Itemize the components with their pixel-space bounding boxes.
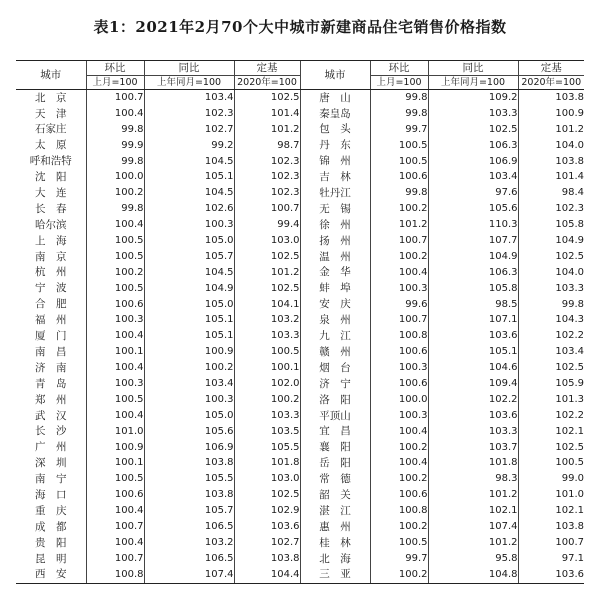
left-dingji-cell: 105.5: [234, 440, 300, 456]
table-row: [16, 471, 584, 487]
right-huanbi-cell: 100.5: [370, 535, 428, 551]
right-dingji-cell: 99.0: [518, 471, 584, 487]
right-city-cell: 无 锡: [300, 201, 370, 217]
left-city-cell: 宁 波: [35, 282, 67, 295]
header-tongbi-base-left: 上年同月=100: [144, 76, 234, 90]
left-tongbi-cell: 104.5: [144, 265, 234, 281]
right-huanbi-cell: 100.2: [370, 440, 428, 456]
right-tongbi-cell: 97.6: [428, 185, 518, 201]
right-city-cell: 宜 昌: [300, 424, 370, 440]
right-dingji-cell: 104.0: [518, 265, 584, 281]
left-dingji-cell: 101.4: [234, 106, 300, 122]
left-city-cell: 广 州: [35, 441, 67, 454]
right-huanbi-cell: 100.5: [370, 154, 428, 170]
right-huanbi-cell: 100.3: [370, 360, 428, 376]
left-city-cell: 厦 门: [35, 330, 67, 343]
header-tongbi-right: 同比: [428, 61, 518, 76]
left-huanbi-cell: 100.7: [86, 90, 144, 106]
right-dingji-cell: 100.9: [518, 106, 584, 122]
left-dingji-cell: 102.0: [234, 376, 300, 392]
left-city-cell: 南 宁: [35, 473, 67, 486]
left-tongbi-cell: 100.3: [144, 392, 234, 408]
left-city-cell: 郑 州: [35, 393, 67, 406]
table-row: [16, 122, 584, 138]
left-tongbi-cell: 107.4: [144, 567, 234, 583]
left-huanbi-cell: 100.4: [86, 106, 144, 122]
right-dingji-cell: 102.5: [518, 440, 584, 456]
right-huanbi-cell: 100.4: [370, 265, 428, 281]
right-tongbi-cell: 105.6: [428, 201, 518, 217]
left-dingji-cell: 103.3: [234, 328, 300, 344]
table-row: [16, 535, 584, 551]
right-huanbi-cell: 101.2: [370, 217, 428, 233]
right-city-cell: 丹 东: [300, 138, 370, 154]
right-huanbi-cell: 99.8: [370, 185, 428, 201]
right-city-cell: 蚌 埠: [300, 281, 370, 297]
right-dingji-cell: 99.8: [518, 297, 584, 313]
right-dingji-cell: 103.8: [518, 90, 584, 106]
table-title: 表1：2021年2月70个大中城市新建商品住宅销售价格指数: [93, 18, 507, 36]
right-tongbi-cell: 109.4: [428, 376, 518, 392]
left-tongbi-cell: 104.5: [144, 185, 234, 201]
table-row: [16, 265, 584, 281]
right-tongbi-cell: 106.3: [428, 138, 518, 154]
right-tongbi-cell: 103.6: [428, 408, 518, 424]
right-huanbi-cell: 100.7: [370, 233, 428, 249]
left-city-cell: 大 连: [35, 187, 67, 200]
left-tongbi-cell: 106.5: [144, 551, 234, 567]
left-tongbi-cell: 100.2: [144, 360, 234, 376]
right-tongbi-cell: 98.5: [428, 297, 518, 313]
left-huanbi-cell: 100.6: [86, 487, 144, 503]
left-city-cell: 上 海: [35, 234, 67, 247]
right-dingji-cell: 105.9: [518, 376, 584, 392]
left-tongbi-cell: 100.3: [144, 217, 234, 233]
right-tongbi-cell: 107.4: [428, 519, 518, 535]
right-huanbi-cell: 99.8: [370, 106, 428, 122]
left-dingji-cell: 102.7: [234, 535, 300, 551]
right-city-cell: 济 宁: [300, 376, 370, 392]
left-dingji-cell: 102.3: [234, 169, 300, 185]
left-dingji-cell: 102.5: [234, 249, 300, 265]
left-tongbi-cell: 105.1: [144, 328, 234, 344]
left-city-cell: 青 岛: [35, 377, 67, 390]
left-dingji-cell: 102.5: [234, 281, 300, 297]
right-dingji-cell: 101.2: [518, 122, 584, 138]
right-tongbi-cell: 101.2: [428, 535, 518, 551]
left-dingji-cell: 99.4: [234, 217, 300, 233]
left-city-cell: 福 州: [35, 314, 67, 327]
left-huanbi-cell: 100.5: [86, 471, 144, 487]
left-tongbi-cell: 105.0: [144, 297, 234, 313]
header-row-1: [16, 61, 584, 76]
table-row: [16, 233, 584, 249]
left-city-cell: 沈 阳: [35, 171, 67, 184]
right-city-cell: 扬 州: [300, 233, 370, 249]
right-tongbi-cell: 102.1: [428, 503, 518, 519]
table-row: [16, 567, 584, 583]
left-tongbi-cell: 102.7: [144, 122, 234, 138]
table-row: [16, 185, 584, 201]
right-dingji-cell: 103.8: [518, 154, 584, 170]
table-row: [16, 90, 584, 106]
right-tongbi-cell: 103.3: [428, 424, 518, 440]
left-dingji-cell: 102.9: [234, 503, 300, 519]
left-dingji-cell: 100.7: [234, 201, 300, 217]
left-huanbi-cell: 100.4: [86, 360, 144, 376]
left-dingji-cell: 103.0: [234, 471, 300, 487]
header-city-left: 城市: [16, 61, 86, 90]
right-tongbi-cell: 102.5: [428, 122, 518, 138]
left-huanbi-cell: 100.9: [86, 440, 144, 456]
right-city-cell: 北 海: [300, 551, 370, 567]
left-huanbi-cell: 100.6: [86, 297, 144, 313]
right-tongbi-cell: 103.6: [428, 328, 518, 344]
left-huanbi-cell: 100.4: [86, 535, 144, 551]
right-city-cell: 惠 州: [300, 519, 370, 535]
left-dingji-cell: 104.4: [234, 567, 300, 583]
right-dingji-cell: 102.1: [518, 424, 584, 440]
left-dingji-cell: 102.3: [234, 154, 300, 170]
table-row: [16, 551, 584, 567]
left-tongbi-cell: 105.6: [144, 424, 234, 440]
right-city-cell: 唐 山: [300, 90, 370, 106]
left-dingji-cell: 103.6: [234, 519, 300, 535]
left-huanbi-cell: 100.4: [86, 328, 144, 344]
left-city-cell: 成 都: [35, 520, 67, 533]
left-dingji-cell: 103.5: [234, 424, 300, 440]
header-dingji-left: 定基: [234, 61, 300, 76]
right-city-cell: 襄 阳: [300, 440, 370, 456]
right-dingji-cell: 100.7: [518, 535, 584, 551]
left-city-cell: 石家庄: [35, 123, 67, 136]
right-tongbi-cell: 106.3: [428, 265, 518, 281]
table-row: [16, 519, 584, 535]
left-huanbi-cell: 100.5: [86, 281, 144, 297]
table-row: [16, 328, 584, 344]
left-huanbi-cell: 100.5: [86, 249, 144, 265]
left-tongbi-cell: 105.5: [144, 471, 234, 487]
right-tongbi-cell: 101.2: [428, 487, 518, 503]
left-huanbi-cell: 100.1: [86, 455, 144, 471]
right-huanbi-cell: 100.3: [370, 281, 428, 297]
left-tongbi-cell: 100.9: [144, 344, 234, 360]
left-huanbi-cell: 99.8: [86, 154, 144, 170]
right-tongbi-cell: 105.8: [428, 281, 518, 297]
table-row: [16, 249, 584, 265]
left-dingji-cell: 103.8: [234, 551, 300, 567]
right-tongbi-cell: 104.9: [428, 249, 518, 265]
table-row: [16, 281, 584, 297]
left-huanbi-cell: 100.4: [86, 503, 144, 519]
right-tongbi-cell: 107.7: [428, 233, 518, 249]
right-dingji-cell: 102.1: [518, 503, 584, 519]
right-tongbi-cell: 109.2: [428, 90, 518, 106]
left-tongbi-cell: 103.4: [144, 90, 234, 106]
right-city-cell: 徐 州: [300, 217, 370, 233]
left-city-cell: 昆 明: [35, 552, 67, 565]
right-dingji-cell: 100.5: [518, 455, 584, 471]
right-city-cell: 包 头: [300, 122, 370, 138]
table-row: [16, 392, 584, 408]
left-city-cell: 长 春: [35, 202, 67, 215]
right-city-cell: 赣 州: [300, 344, 370, 360]
right-tongbi-cell: 103.4: [428, 169, 518, 185]
left-huanbi-cell: 100.7: [86, 519, 144, 535]
left-city-cell: 天 津: [35, 107, 67, 120]
right-huanbi-cell: 99.7: [370, 551, 428, 567]
right-city-cell: 泉 州: [300, 312, 370, 328]
left-huanbi-cell: 101.0: [86, 424, 144, 440]
left-tongbi-cell: 106.9: [144, 440, 234, 456]
left-dingji-cell: 104.1: [234, 297, 300, 313]
right-huanbi-cell: 100.6: [370, 376, 428, 392]
left-tongbi-cell: 103.8: [144, 455, 234, 471]
right-dingji-cell: 104.3: [518, 312, 584, 328]
right-city-cell: 平顶山: [300, 408, 370, 424]
left-dingji-cell: 102.5: [234, 487, 300, 503]
table-row: [16, 503, 584, 519]
table-row: [16, 455, 584, 471]
left-dingji-cell: 102.3: [234, 185, 300, 201]
right-huanbi-cell: 100.4: [370, 455, 428, 471]
right-tongbi-cell: 98.3: [428, 471, 518, 487]
right-huanbi-cell: 100.6: [370, 344, 428, 360]
left-dingji-cell: 101.2: [234, 265, 300, 281]
right-dingji-cell: 102.2: [518, 408, 584, 424]
right-city-cell: 三 亚: [300, 567, 370, 583]
right-dingji-cell: 103.4: [518, 344, 584, 360]
right-tongbi-cell: 106.9: [428, 154, 518, 170]
table-row: [16, 440, 584, 456]
left-huanbi-cell: 99.9: [86, 138, 144, 154]
left-city-cell: 济 南: [35, 361, 67, 374]
table-row: [16, 408, 584, 424]
table-row: [16, 297, 584, 313]
left-tongbi-cell: 105.1: [144, 169, 234, 185]
right-dingji-cell: 101.0: [518, 487, 584, 503]
header-tongbi-left: 同比: [144, 61, 234, 76]
right-city-cell: 常 德: [300, 471, 370, 487]
left-tongbi-cell: 105.7: [144, 249, 234, 265]
right-dingji-cell: 104.9: [518, 233, 584, 249]
right-tongbi-cell: 95.8: [428, 551, 518, 567]
table-row: [16, 312, 584, 328]
table-row: [16, 201, 584, 217]
left-city-cell: 呼和浩特: [29, 155, 72, 168]
right-tongbi-cell: 104.6: [428, 360, 518, 376]
right-huanbi-cell: 99.8: [370, 90, 428, 106]
table-row: [16, 344, 584, 360]
left-city-cell: 杭 州: [35, 266, 67, 279]
left-tongbi-cell: 103.4: [144, 376, 234, 392]
left-city-cell: 合 肥: [35, 298, 67, 311]
right-city-cell: 九 江: [300, 328, 370, 344]
right-huanbi-cell: 99.6: [370, 297, 428, 313]
left-huanbi-cell: 100.7: [86, 551, 144, 567]
right-city-cell: 金 华: [300, 265, 370, 281]
table-row: [16, 487, 584, 503]
right-huanbi-cell: 100.5: [370, 138, 428, 154]
right-tongbi-cell: 110.3: [428, 217, 518, 233]
right-city-cell: 吉 林: [300, 169, 370, 185]
right-huanbi-cell: 100.2: [370, 471, 428, 487]
price-index-table: [16, 60, 584, 584]
right-city-cell: 韶 关: [300, 487, 370, 503]
table-row: [16, 217, 584, 233]
left-dingji-cell: 103.0: [234, 233, 300, 249]
right-city-cell: 安 庆: [300, 297, 370, 313]
header-huanbi-base-left: 上月=100: [86, 76, 144, 90]
left-huanbi-cell: 100.3: [86, 376, 144, 392]
left-tongbi-cell: 104.5: [144, 154, 234, 170]
right-tongbi-cell: 103.7: [428, 440, 518, 456]
header-huanbi-left: 环比: [86, 61, 144, 76]
right-dingji-cell: 97.1: [518, 551, 584, 567]
left-dingji-cell: 101.8: [234, 455, 300, 471]
left-huanbi-cell: 100.4: [86, 408, 144, 424]
right-city-cell: 秦皇岛: [300, 106, 370, 122]
right-huanbi-cell: 100.8: [370, 328, 428, 344]
left-tongbi-cell: 102.3: [144, 106, 234, 122]
left-huanbi-cell: 100.2: [86, 265, 144, 281]
right-tongbi-cell: 104.8: [428, 567, 518, 583]
right-huanbi-cell: 100.2: [370, 567, 428, 583]
right-tongbi-cell: 103.3: [428, 106, 518, 122]
table-row: [16, 138, 584, 154]
right-huanbi-cell: 100.6: [370, 169, 428, 185]
left-huanbi-cell: 100.3: [86, 312, 144, 328]
right-dingji-cell: 101.4: [518, 169, 584, 185]
left-huanbi-cell: 100.4: [86, 217, 144, 233]
right-tongbi-cell: 101.8: [428, 455, 518, 471]
left-tongbi-cell: 105.7: [144, 503, 234, 519]
left-dingji-cell: 101.2: [234, 122, 300, 138]
left-tongbi-cell: 99.2: [144, 138, 234, 154]
right-city-cell: 洛 阳: [300, 392, 370, 408]
left-city-cell: 武 汉: [35, 409, 67, 422]
left-tongbi-cell: 103.2: [144, 535, 234, 551]
left-tongbi-cell: 105.0: [144, 233, 234, 249]
table-row: [16, 106, 584, 122]
table-row: [16, 424, 584, 440]
left-city-cell: 西 安: [16, 567, 86, 583]
right-dingji-cell: 104.0: [518, 138, 584, 154]
right-tongbi-cell: 107.1: [428, 312, 518, 328]
header-dingji-base-left: 2020年=100: [234, 76, 300, 90]
table-row: [16, 169, 584, 185]
right-city-cell: 湛 江: [300, 503, 370, 519]
right-huanbi-cell: 100.0: [370, 392, 428, 408]
table-row: [16, 154, 584, 170]
left-dingji-cell: 100.5: [234, 344, 300, 360]
right-huanbi-cell: 100.3: [370, 408, 428, 424]
left-huanbi-cell: 100.0: [86, 169, 144, 185]
left-tongbi-cell: 106.5: [144, 519, 234, 535]
right-huanbi-cell: 100.6: [370, 487, 428, 503]
left-city-cell: 南 京: [35, 250, 67, 263]
left-huanbi-cell: 100.5: [86, 233, 144, 249]
table-row: [16, 376, 584, 392]
left-city-cell: 贵 阳: [35, 536, 67, 549]
right-dingji-cell: 102.3: [518, 201, 584, 217]
right-dingji-cell: 102.5: [518, 249, 584, 265]
right-dingji-cell: 103.6: [518, 567, 584, 583]
header-dingji-base-right: 2020年=100: [518, 76, 584, 90]
header-huanbi-right: 环比: [370, 61, 428, 76]
right-dingji-cell: 102.2: [518, 328, 584, 344]
right-huanbi-cell: 99.7: [370, 122, 428, 138]
left-dingji-cell: 100.1: [234, 360, 300, 376]
header-tongbi-base-right: 上年同月=100: [428, 76, 518, 90]
right-dingji-cell: 103.3: [518, 281, 584, 297]
header-dingji-right: 定基: [518, 61, 584, 76]
right-city-cell: 牡丹江: [300, 185, 370, 201]
left-dingji-cell: 100.2: [234, 392, 300, 408]
header-huanbi-base-right: 上月=100: [370, 76, 428, 90]
right-huanbi-cell: 100.2: [370, 519, 428, 535]
right-dingji-cell: 98.4: [518, 185, 584, 201]
right-dingji-cell: 102.5: [518, 360, 584, 376]
left-huanbi-cell: 100.8: [86, 567, 144, 583]
left-city-cell: 哈尔滨: [35, 218, 67, 231]
right-city-cell: 岳 阳: [300, 455, 370, 471]
header-city-right: 城市: [300, 61, 370, 90]
right-huanbi-cell: 100.2: [370, 201, 428, 217]
left-tongbi-cell: 105.1: [144, 312, 234, 328]
left-city-cell: 海 口: [35, 488, 67, 501]
left-huanbi-cell: 100.1: [86, 344, 144, 360]
left-tongbi-cell: 102.6: [144, 201, 234, 217]
table-row: [16, 360, 584, 376]
right-huanbi-cell: 100.4: [370, 424, 428, 440]
right-huanbi-cell: 100.2: [370, 249, 428, 265]
right-city-cell: 桂 林: [300, 535, 370, 551]
left-tongbi-cell: 105.0: [144, 408, 234, 424]
right-city-cell: 锦 州: [300, 154, 370, 170]
right-tongbi-cell: 105.1: [428, 344, 518, 360]
left-city-cell: 深 圳: [35, 457, 67, 470]
right-dingji-cell: 105.8: [518, 217, 584, 233]
right-huanbi-cell: 100.7: [370, 312, 428, 328]
right-city-cell: 烟 台: [300, 360, 370, 376]
left-city-cell: 北 京: [35, 91, 67, 104]
left-tongbi-cell: 103.8: [144, 487, 234, 503]
left-dingji-cell: 103.2: [234, 312, 300, 328]
left-city-cell: 长 沙: [35, 425, 67, 438]
left-city-cell: 太 原: [35, 139, 67, 152]
left-dingji-cell: 103.3: [234, 408, 300, 424]
right-tongbi-cell: 102.2: [428, 392, 518, 408]
right-dingji-cell: 101.3: [518, 392, 584, 408]
left-dingji-cell: 102.5: [234, 90, 300, 106]
left-tongbi-cell: 104.9: [144, 281, 234, 297]
right-dingji-cell: 103.8: [518, 519, 584, 535]
left-huanbi-cell: 100.5: [86, 392, 144, 408]
right-city-cell: 温 州: [300, 249, 370, 265]
left-huanbi-cell: 99.8: [86, 122, 144, 138]
left-dingji-cell: 98.7: [234, 138, 300, 154]
left-huanbi-cell: 99.8: [86, 201, 144, 217]
right-huanbi-cell: 100.8: [370, 503, 428, 519]
left-city-cell: 南 昌: [35, 345, 67, 358]
left-city-cell: 重 庆: [35, 504, 67, 517]
left-huanbi-cell: 100.2: [86, 185, 144, 201]
